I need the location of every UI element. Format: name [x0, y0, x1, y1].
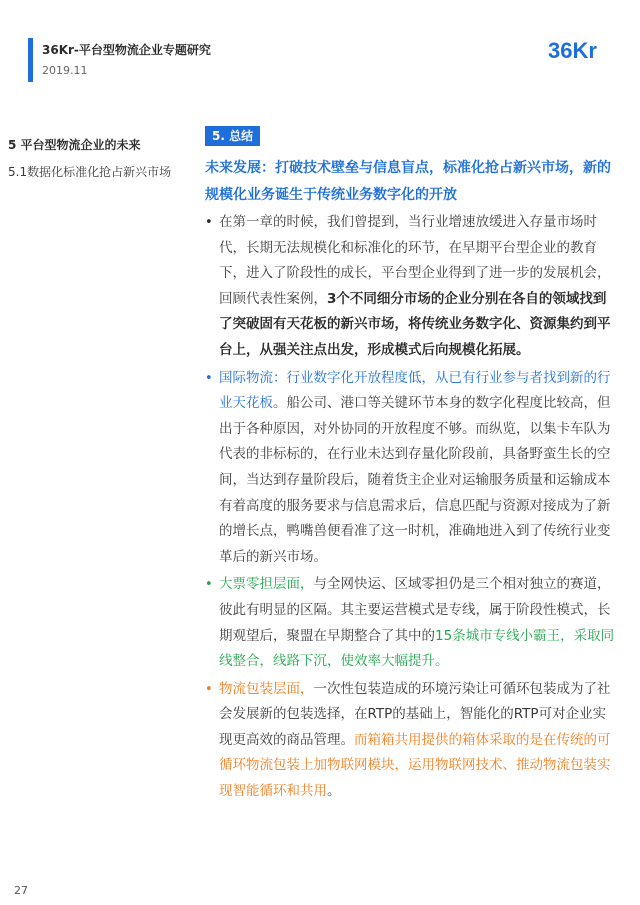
bullet-highlight-text: 15条城市专线小霸王，采取同线整合，线路下沉，使效率大幅提升。: [219, 627, 615, 670]
bullet-text: 一次性包装造成的环境污染让可循环包装成为了社会发展新的包装选择，在RTP的基础上，智能化的RTP可对企业实现更高效的商品管理。: [219, 680, 611, 748]
summary-headline: 未来发展：打破技术壁垒与信息盲点，标准化抢占新兴市场，新的规模化业务诞生于传统业务数字化的开放: [205, 160, 611, 203]
chapter-title: 5 平台型物流企业的未来: [8, 138, 141, 152]
section-badge: 5. 总结: [205, 126, 260, 146]
bullet-dot-icon: •: [205, 681, 213, 697]
bullet-lead-text: 物流包装层面，: [219, 680, 314, 697]
bullet-tail-text: 。: [327, 783, 341, 800]
page-number: 27: [14, 884, 28, 897]
bullet-dot-icon: •: [205, 370, 213, 386]
bullet-lead-text: 大票零担层面，: [219, 576, 314, 593]
report-date: 2019.11: [42, 64, 88, 77]
bullet-text: 在第一章的时候，我们曾提到，当行业增速放缓进入存量市场时代，长期无法规模化和标准化的环节，在早期平台型企业的教育下，进入了阶段性的成长，平台型企业得到了进一步的发展机会，回顾代表性案例，: [219, 214, 611, 307]
36kr-logo: [548, 34, 614, 76]
bullet-lead-text: 国际物流：行业数字化开放程度低，从已有行业参与者找到新的行业天花板: [219, 369, 611, 412]
section-title: 5.1数据化标准化抢占新兴市场: [8, 165, 172, 179]
bullet-dot-icon: •: [205, 577, 213, 593]
bullet-item: [205, 572, 618, 674]
header-accent-bar: [28, 38, 33, 82]
bullet-item: [205, 210, 618, 364]
bullet-text: 。船公司、港口等关键环节本身的数字化程度比较高，但出于各种原因，对外协同的开放程度不够。而纵览，以集卡车队为代表的非标标的，在行业未达到存量化阶段前，具备野蛮生长的空间，当达到存量阶段后，随着货主企业对运输服务质量和运输成本有着高度的服务要求与信息需求后，信息匹配与资源对接成为了新的增长点，鸭嘴兽便看准了这一时机，准确地进入到了传统行业变革后的新兴市场。: [219, 395, 611, 565]
logo-text-36: 36Kr: [548, 38, 597, 63]
report-title: 36Kr-平台型物流企业专题研究: [42, 43, 211, 57]
bullet-item: [205, 677, 618, 805]
bullet-text: 与全网快运、区域零担仍是三个相对独立的赛道，彼此有明显的区隔。其主要运营模式是专线，属于阶段性模式，长期观望后，聚盟在早期整合了其中的: [219, 576, 611, 644]
bullet-strong-text: 3个不同细分市场的企业分别在各自的领域找到了突破固有天花板的新兴市场，将传统业务数字化、资源集约到平台上，从强关注点出发，形成模式后向规模化拓展。: [219, 290, 611, 358]
bullet-list: [205, 210, 618, 807]
bullet-item: [205, 366, 618, 571]
bullet-highlight-text: 而箱箱共用提供的箱体采取的是在传统的可循环物流包装上加物联网模块，运用物联网技术、推动物流包装实现智能循环和共用: [219, 731, 611, 800]
bullet-dot-icon: •: [205, 215, 213, 230]
